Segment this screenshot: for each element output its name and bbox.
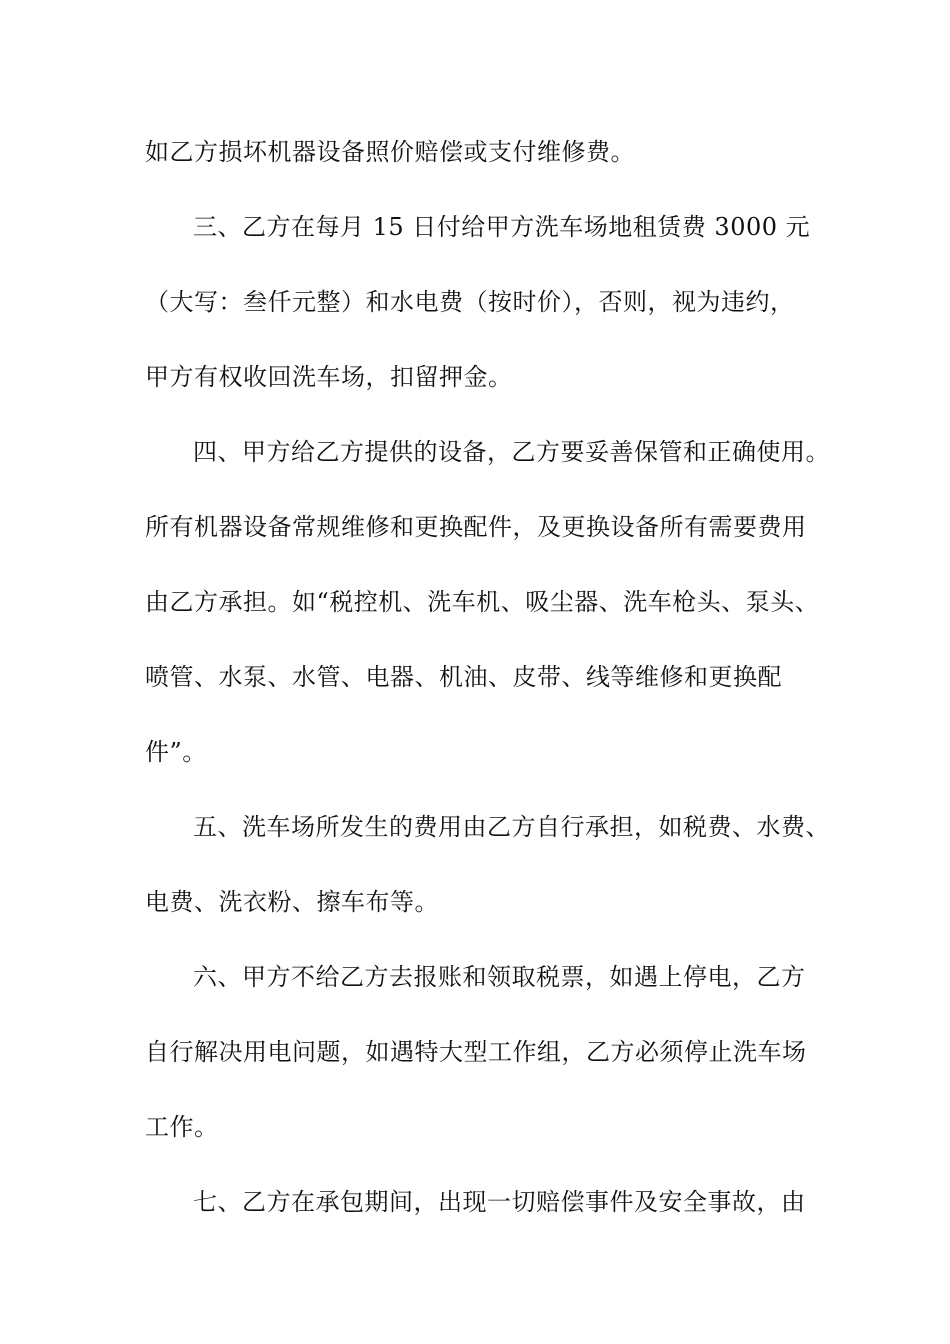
text-line: 七、乙方在承包期间，出现一切赔偿事件及安全事故，由 (193, 1188, 806, 1216)
text-line: （大写：叁仟元整）和水电费（按时价），否则，视为违约， (145, 288, 795, 316)
text-line: 三、乙方在每月 15 日付给甲方洗车场地租赁费 3000 元 (193, 213, 811, 241)
text-line: 自行解决用电问题，如遇特大型工作组，乙方必须停止洗车场 (145, 1038, 807, 1066)
text-line: 六、甲方不给乙方去报账和领取税票，如遇上停电，乙方 (193, 963, 806, 991)
text-line: 喷管、水泵、水管、电器、机油、皮带、线等维修和更换配 (145, 663, 782, 691)
text-line: 件”。 (145, 738, 207, 766)
text-line: 如乙方损坏机器设备照价赔偿或支付维修费。 (145, 138, 635, 166)
text-line: 工作。 (145, 1113, 219, 1141)
text-line: 四、甲方给乙方提供的设备，乙方要妥善保管和正确使用。 (193, 438, 830, 466)
text-line: 所有机器设备常规维修和更换配件，及更换设备所有需要费用 (145, 513, 807, 541)
text-line: 电费、洗衣粉、擦车布等。 (145, 888, 439, 916)
text-line: 由乙方承担。如“税控机、洗车机、吸尘器、洗车枪头、泵头、 (145, 588, 820, 616)
text-line: 甲方有权收回洗车场，扣留押金。 (145, 363, 513, 391)
text-line: 五、洗车场所发生的费用由乙方自行承担，如税费、水费、 (193, 813, 830, 841)
